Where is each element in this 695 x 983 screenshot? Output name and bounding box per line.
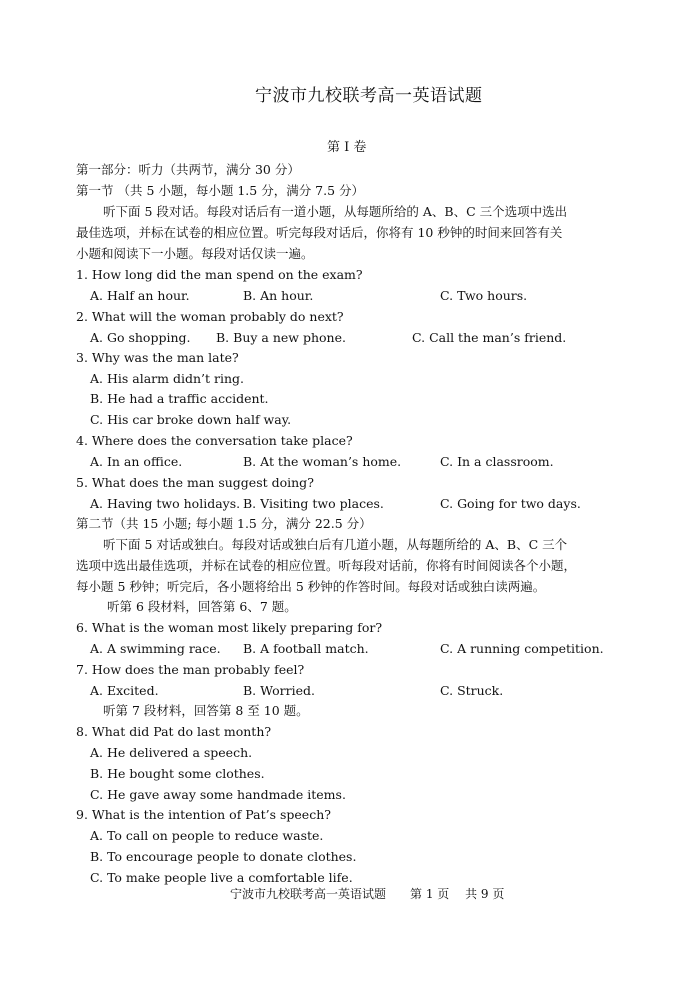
option-c: C. Struck. [440, 683, 504, 698]
instruction-line: 小题和阅读下一小题。每段对话仅读一遍。 [76, 246, 314, 261]
option-b: B. At the woman’s home. [243, 454, 402, 469]
option-c: C. In a classroom. [440, 454, 554, 469]
section1-heading: 第一节 （共 5 小题，每小题 1.5 分，满分 7.5 分） [76, 183, 365, 198]
option-b: B. Buy a new phone. [216, 330, 346, 345]
question-3: 3. Why was the man late? [76, 350, 239, 365]
option-a: A. A swimming race. [90, 641, 221, 656]
page-footer: 宁波市九校联考高一英语试题 第 1 页 共 9 页 [230, 887, 505, 901]
option-b: B. Worried. [243, 683, 315, 698]
instruction-line: 听下面 5 对话或独白。每段对话或独白后有几道小题，从每题所给的 A、B、C 三个 [103, 537, 568, 552]
instruction-line: 每小题 5 秒钟；听完后，各小题将给出 5 秒钟的作答时间。每段对话或独白读两遍。 [76, 579, 546, 594]
section2-heading: 第二节（共 15 小题; 每小题 1.5 分，满分 22.5 分） [76, 516, 372, 531]
instruction-line: 最佳选项，并标在试卷的相应位置。听完每段对话后，你将有 10 秒钟的时间来回答有关 [76, 225, 563, 240]
option-c: C. Two hours. [440, 288, 528, 303]
material-7-label: 听第 7 段材料，回答第 8 至 10 题。 [103, 703, 309, 718]
question-1: 1. How long did the man spend on the exam? [76, 267, 363, 282]
option-a: A. Go shopping. [90, 330, 191, 345]
question-5: 5. What does the man suggest doing? [76, 475, 314, 490]
option-a: A. In an office. [90, 454, 183, 469]
option-b: B. He had a traffic accident. [90, 391, 269, 406]
instruction-line: 选项中选出最佳选项，并标在试卷的相应位置。听每段对话前，你将有时间阅读各个小题， [76, 558, 577, 573]
option-b: B. He bought some clothes. [90, 766, 265, 781]
question-4: 4. Where does the conversation take place? [76, 433, 353, 448]
option-a: A. Half an hour. [90, 288, 190, 303]
page-title: 宁波市九校联考高一英语试题 [255, 86, 483, 106]
option-a: A. To call on people to reduce waste. [90, 828, 324, 843]
question-6: 6. What is the woman most likely preparing for? [76, 620, 383, 635]
material-6-label: 听第 6 段材料，回答第 6、7 题。 [107, 599, 297, 614]
option-a: A. His alarm didn’t ring. [90, 371, 244, 386]
option-c: C. His car broke down half way. [90, 412, 292, 427]
option-c: C. He gave away some handmade items. [90, 787, 346, 802]
option-b: B. An hour. [243, 288, 314, 303]
question-9: 9. What is the intention of Pat’s speech? [76, 807, 331, 822]
question-7: 7. How does the man probably feel? [76, 662, 305, 677]
option-a: A. Excited. [90, 683, 159, 698]
part1-heading: 第一部分：听力（共两节，满分 30 分） [76, 162, 300, 177]
option-c: C. Going for two days. [440, 496, 581, 511]
volume-label: 第 I 卷 [327, 140, 367, 155]
option-c: C. To make people live a comfortable life. [90, 870, 353, 885]
question-8: 8. What did Pat do last month? [76, 724, 272, 739]
option-b: B. A football match. [243, 641, 369, 656]
question-2: 2. What will the woman probably do next? [76, 309, 344, 324]
option-a: A. He delivered a speech. [90, 745, 253, 760]
option-b: B. Visiting two places. [243, 496, 384, 511]
option-a: A. Having two holidays. [90, 496, 241, 511]
option-b: B. To encourage people to donate clothes. [90, 849, 357, 864]
instruction-line: 听下面 5 段对话。每段对话后有一道小题，从每题所给的 A、B、C 三个选项中选出 [103, 204, 568, 219]
option-c: C. Call the man’s friend. [412, 330, 567, 345]
option-c: C. A running competition. [440, 641, 604, 656]
